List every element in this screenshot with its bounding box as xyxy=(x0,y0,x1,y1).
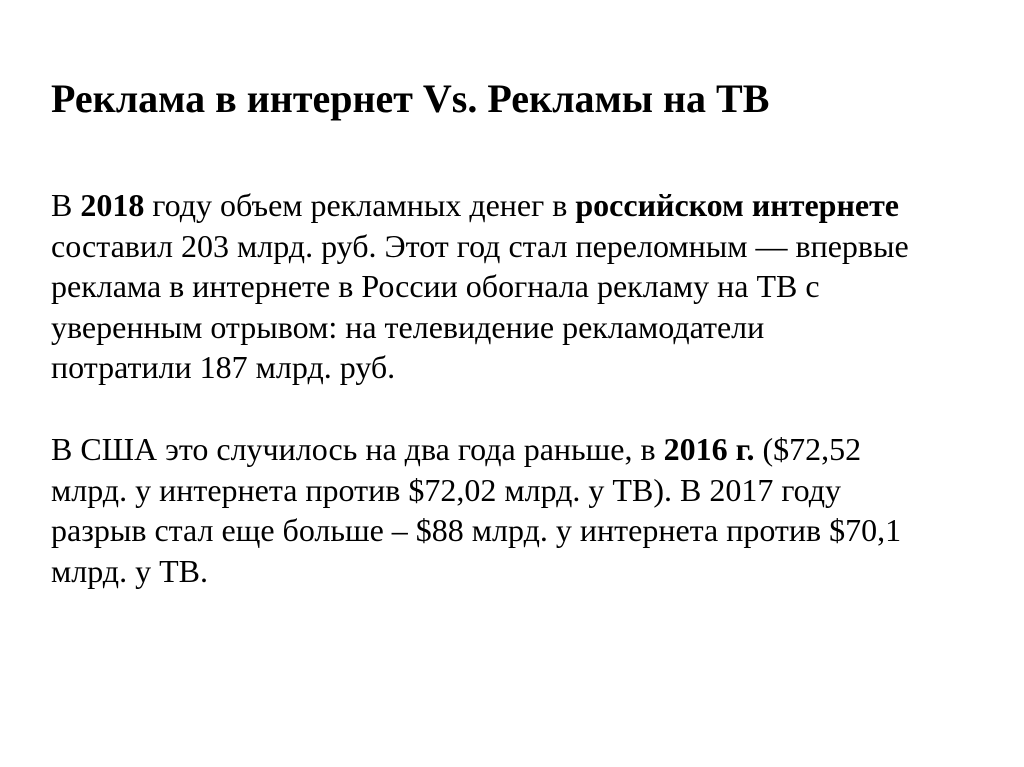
paragraph-usa xyxy=(51,429,981,591)
text-run: В США это случилось на два года раньше, в xyxy=(51,431,664,467)
year-2018-bold: 2018 xyxy=(80,187,145,223)
paragraph-line: потратили 187 млрд. руб. xyxy=(51,349,396,385)
text-run: В xyxy=(51,187,81,223)
paragraph-line xyxy=(51,429,981,470)
paragraph-line: уверенным отрывом: на телевидение рекламодатели xyxy=(51,308,765,345)
paragraph-line: млрд. у интернета против $72,02 млрд. у ТВ). В 2017 году xyxy=(51,471,841,508)
paragraph-line: млрд. у ТВ. xyxy=(51,552,208,589)
text-run: ($72,52 xyxy=(754,431,862,467)
russian-internet-bold: российском интернете xyxy=(575,187,899,223)
text-run: году объем рекламных денег в xyxy=(144,187,576,223)
slide-title: Реклама в интернет Vs. Рекламы на ТВ xyxy=(51,76,770,121)
paragraph-line xyxy=(51,185,981,226)
paragraph-line: реклама в интернете в России обогнала рекламу на ТВ с xyxy=(51,268,820,304)
year-2016-bold: 2016 г. xyxy=(663,431,755,467)
paragraph-line: составил 203 млрд. руб. Этот год стал переломным — впервые xyxy=(51,227,909,264)
paragraph-russia xyxy=(51,185,981,388)
paragraph-line: разрыв стал еще больше – $88 млрд. у интернета против $70,1 xyxy=(51,512,902,548)
